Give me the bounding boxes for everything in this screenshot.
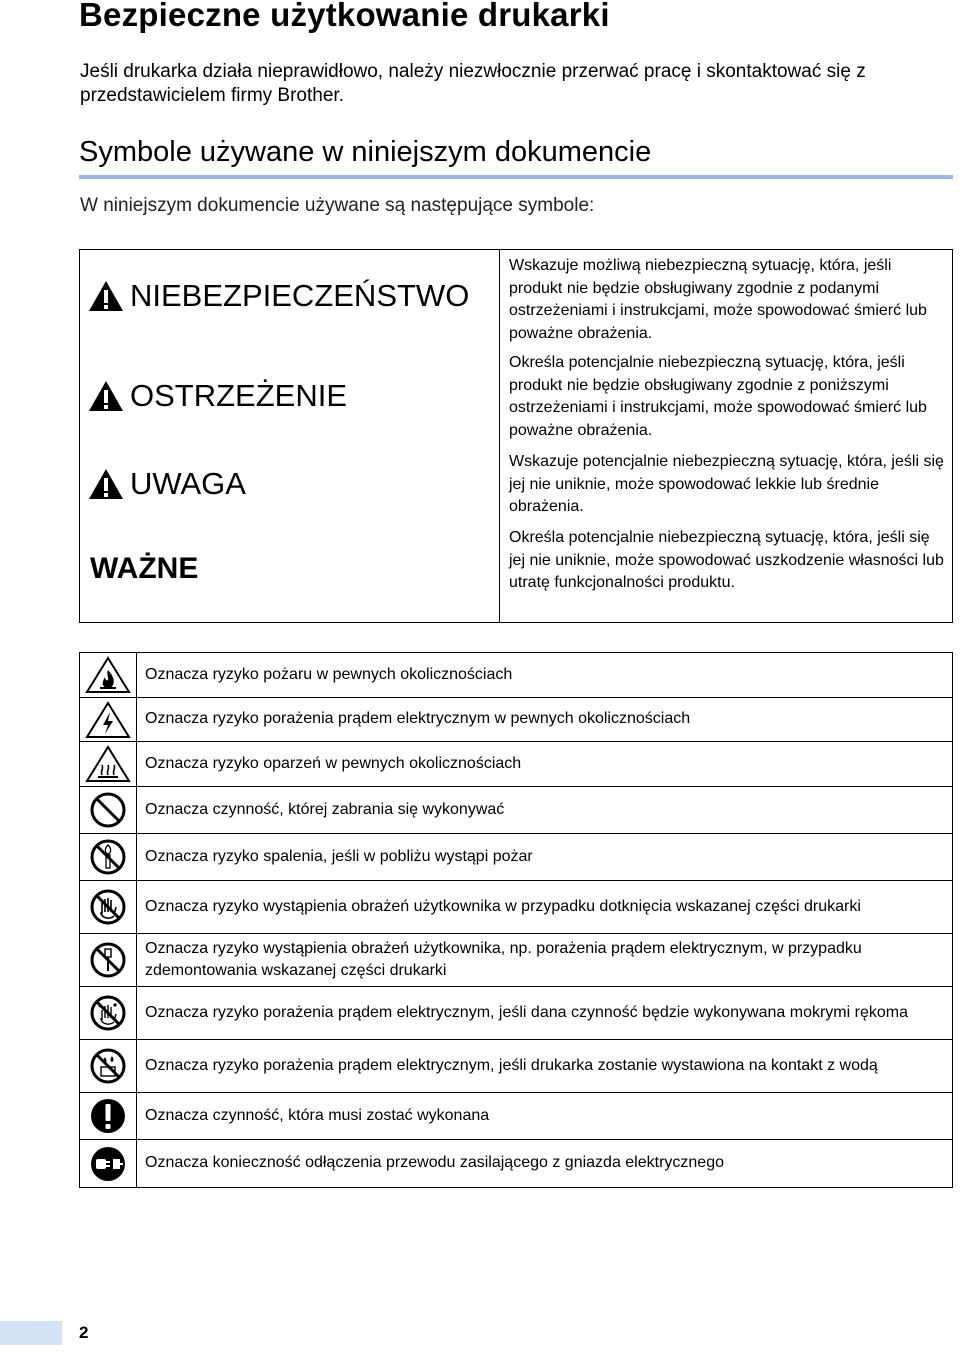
page-number: 2 (79, 1323, 89, 1342)
symbol-description: Oznacza ryzyko porażenia prądem elektrycznym w pewnych okolicznościach (137, 698, 953, 742)
table-row (80, 742, 953, 787)
table-column-divider (499, 250, 500, 622)
signal-word-description: Określa potencjalnie niebezpieczną sytuację, która, jeśli produkt nie będzie obsługiwany zgodnie z poniższymi ostrzeżeniami i instrukcjami, może spowodować śmierć lub poważne obrażenia. (509, 354, 927, 439)
unplug-power-icon (89, 1145, 127, 1183)
page-title: Bezpieczne użytkowanie drukarki (79, 0, 610, 33)
symbol-description: Oznacza ryzyko wystąpienia obrażeń użytkownika, np. porażenia prądem elektrycznym, w przypadku zdemontowania wskazanej części drukarki (137, 934, 953, 987)
symbol-description: Oznacza ryzyko porażenia prądem elektrycznym, jeśli drukarka zostanie wystawiona na kontakt z wodą (137, 1040, 953, 1093)
table-row (80, 1093, 953, 1140)
symbol-description: Oznacza czynność, która musi zostać wykonana (137, 1093, 953, 1140)
signal-word-description: Określa potencjalnie niebezpieczną sytuację, która, jeśli się jej nie uniknie, może spowodować uszkodzenie własności lub utratę funkcjonalności produktu. (509, 529, 944, 591)
section-title: Symbole używane w niniejszym dokumencie (79, 136, 652, 168)
signal-word-important (90, 552, 198, 586)
prohibited-icon (89, 791, 127, 829)
table-row (80, 698, 953, 742)
signal-word-label: OSTRZEŻENIE (130, 378, 348, 413)
signal-word-caution (88, 466, 246, 502)
signal-word-label: NIEBEZPIECZEŃSTWO (130, 278, 470, 313)
no-open-flame-icon (89, 838, 127, 876)
page-number-bar (0, 1321, 62, 1345)
section-divider (79, 175, 953, 179)
signal-word-warning (88, 378, 347, 414)
no-water-contact-icon (89, 1047, 127, 1085)
do-not-touch-icon (89, 888, 127, 926)
table-row (80, 934, 953, 987)
signal-word-danger (88, 278, 469, 314)
symbol-description: Oznacza konieczność odłączenia przewodu zasilającego z gniazda elektrycznego (137, 1140, 953, 1188)
warning-triangle-icon (88, 380, 124, 412)
table-row (80, 1140, 953, 1188)
table-row (80, 1040, 953, 1093)
signal-word-description: Wskazuje możliwą niebezpieczną sytuację, która, jeśli produkt nie będzie obsługiwany zgodnie z podanymi ostrzeżeniami i instrukcjami, może spowodować śmierć lub poważne obrażenia. (509, 257, 927, 342)
hot-surface-warning-icon (85, 745, 131, 783)
fire-warning-icon (85, 656, 131, 694)
signal-word-label: UWAGA (130, 466, 246, 501)
symbol-description: Oznacza ryzyko porażenia prądem elektrycznym, jeśli dana czynność będzie wykonywana mokrymi rękoma (137, 987, 953, 1040)
table-row (80, 987, 953, 1040)
section-intro: W niniejszym dokumencie używane są następujące symbole: (80, 195, 595, 216)
symbol-description: Oznacza ryzyko spalenia, jeśli w pobliżu wystąpi pożar (137, 834, 953, 881)
table-row (80, 787, 953, 834)
symbol-description: Oznacza ryzyko wystąpienia obrażeń użytkownika w przypadku dotknięcia wskazanej części drukarki (137, 881, 953, 934)
table-row (80, 881, 953, 934)
no-wet-hands-icon (89, 994, 127, 1032)
do-not-disassemble-icon (89, 941, 127, 979)
electric-shock-warning-icon (85, 701, 131, 739)
signal-words-table (79, 249, 953, 623)
intro-paragraph: Jeśli drukarka działa nieprawidłowo, należy niezwłocznie przerwać pracę i skontaktować się z przedstawicielem firmy Brother. (80, 61, 866, 106)
signal-word-label: WAŻNE (90, 552, 199, 585)
symbol-description: Oznacza ryzyko pożaru w pewnych okolicznościach (137, 653, 953, 698)
table-row (80, 653, 953, 698)
mandatory-action-icon (89, 1097, 127, 1135)
table-row (80, 834, 953, 881)
symbols-table (79, 652, 953, 1188)
symbol-description: Oznacza ryzyko oparzeń w pewnych okolicznościach (137, 742, 953, 787)
warning-triangle-icon (88, 468, 124, 500)
symbol-description: Oznacza czynność, której zabrania się wykonywać (137, 787, 953, 834)
signal-word-description: Wskazuje potencjalnie niebezpieczną sytuację, która, jeśli się jej nie uniknie, może spowodować lekkie lub średnie obrażenia. (509, 453, 944, 515)
warning-triangle-icon (88, 280, 124, 312)
